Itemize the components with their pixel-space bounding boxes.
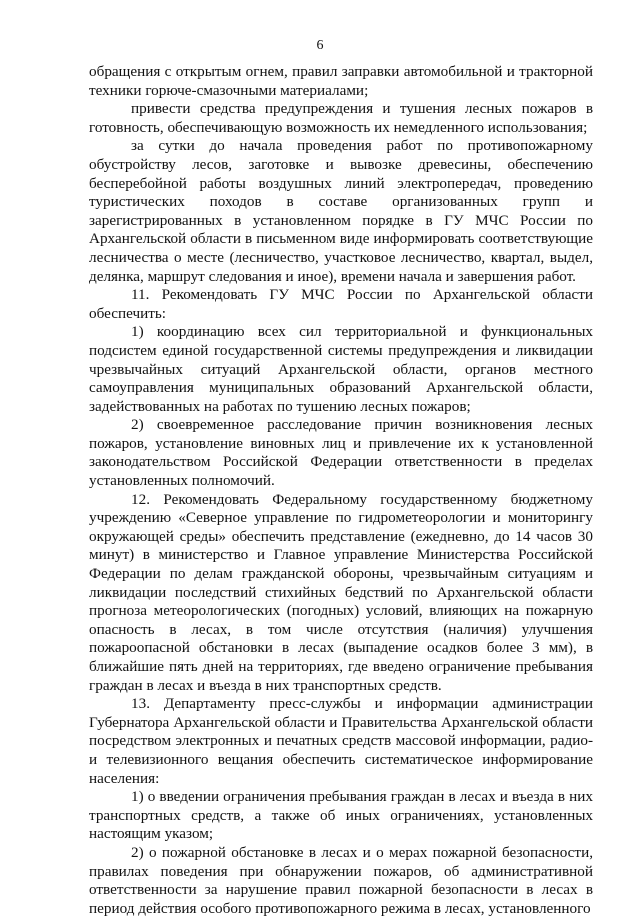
- paragraph-advance-notice: за сутки до начала проведения работ по противопожарному обустройству лесов, заготовке и вывозке древесины, обеспечению бесперебойной работы воздушных линий электропередач, проведению туристических походов в составе организованных групп и зарегистрированных в установленном порядке в ГУ МЧС России по Архангельской области в письменном виде информировать соответствующие лесничества о месте (лесничество, участковое лесничество, квартал, выдел, делянка, маршрут следования и иное), времени начала и завершения работ.: [89, 137, 593, 285]
- document-body: [89, 63, 593, 918]
- paragraph-13-heading: 13. Департаменту пресс-службы и информации администрации Губернатора Архангельской области и Правительства Архангельской области посредством электронных и печатных средств массовой информации, радио- и телевизионного вещания обеспечить систематическое информирование населения:: [89, 695, 593, 787]
- paragraph-12: 12. Рекомендовать Федеральному государственному бюджетному учреждению «Северное управление по гидрометеорологии и мониторингу окружающей среды» обеспечить представление (ежедневно, до 14 часов 30 минут) в министерство и Главное управление Министерства Российской Федерации по делам гражданской обороны, чрезвычайным ситуациям и ликвидации последствий стихийных бедствий по Архангельской области прогноза метеорологических (погодных) условий, влияющих на пожарную опасность в лесах, в том числе отсутствия (наличия) улучшения пожароопасной обстановки в лесах (выпадение осадков более 3 мм), в ближайшие пять дней на территориях, где введено ограничение пребывания граждан в лесах и въезда в них транспортных средств.: [89, 490, 593, 694]
- paragraph-11-heading: 11. Рекомендовать ГУ МЧС России по Архангельской области обеспечить:: [89, 286, 593, 322]
- paragraph-fire-equipment-readiness: привести средства предупреждения и тушения лесных пожаров в готовность, обеспечивающую возможность их немедленного использования;: [89, 100, 593, 136]
- paragraph-11-item-2: 2) своевременное расследование причин возникновения лесных пожаров, установление виновных лиц и привлечение их к установленной законодательством Российской Федерации ответственности в пределах установленных полномочий.: [89, 416, 593, 490]
- paragraph-13-item-2: 2) о пожарной обстановке в лесах и о мерах пожарной безопасности, правилах поведения при обнаружении пожаров, об административной ответственности за нарушение правил пожарной безопасности в лесах в период действия особого противопожарного режима в лесах, установленного: [89, 843, 593, 917]
- paragraph-11-item-1: 1) координацию всех сил территориальной и функциональных подсистем единой государственной системы предупреждения и ликвидации чрезвычайных ситуаций Архангельской области, органов местного самоуправления муниципальных образований Архангельской области, задействованных на работах по тушению лесных пожаров;: [89, 323, 593, 415]
- paragraph-continuation: обращения с открытым огнем, правил заправки автомобильной и тракторной техники горюче-смазочными материалами;: [89, 63, 593, 99]
- paragraph-13-item-1: 1) о введении ограничения пребывания граждан в лесах и въезда в них транспортных средств, а также об иных ограничениях, установленных настоящим указом;: [89, 788, 593, 843]
- page-number: 6: [316, 38, 324, 53]
